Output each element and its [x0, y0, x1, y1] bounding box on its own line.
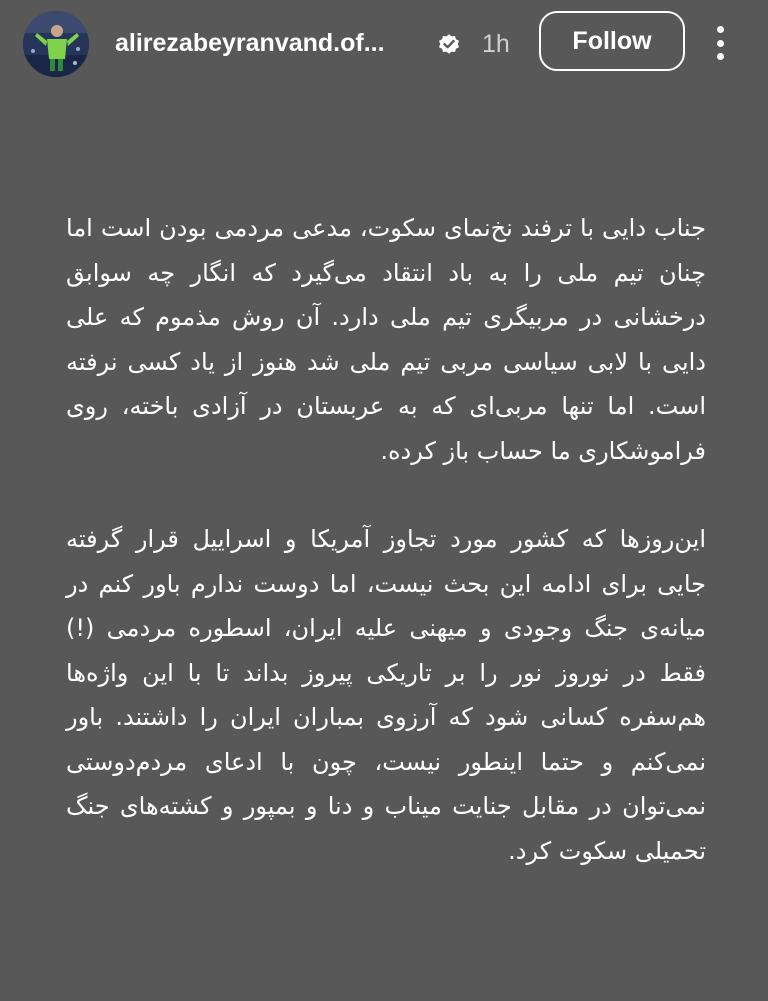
post-time: 1h — [482, 30, 510, 58]
avatar[interactable] — [23, 11, 89, 77]
more-dot — [717, 26, 724, 33]
follow-button[interactable]: Follow — [539, 11, 685, 71]
username[interactable]: alirezabeyranvand.of... — [115, 29, 385, 57]
more-dot — [717, 53, 724, 60]
story-paragraph-1: جناب دایی با ترفند نخ‌نمای سکوت، مدعی مردمی بودن است اما چنان تیم ملی را به باد انتقاد می‌گیرد که انگار چه سوابق درخشانی در مربیگری تیم ملی دارد. آن روش مذموم که علی دایی با لابی سیاسی مربی تیم ملی شد هنوز از یاد کسی نرفته است. اما تنها مربی‌ای که به عربستان در آزادی باخته، روی فراموشکاری ما حساب باز کرده. — [66, 214, 706, 465]
more-options-icon[interactable] — [706, 22, 734, 64]
story-text — [66, 206, 706, 873]
story-paragraph-2: این‌روزها که کشور مورد تجاوز آمریکا و اسراییل قرار گرفته جایی برای ادامه این بحث نیست، اما دوست ندارم باور کنم در میانه‌ی جنگ وجودی و میهنی علیه ایران، اسطوره مردمی (!) فقط در نوروز نور را بر تاریکی پیروز بداند تا با این واژه‌ها هم‌سفره کسانی شود که آرزوی بمباران ایران را داشتند. باور نمی‌کنم و حتما اینطور نیست، چون با ادعای مردم‌دوستی نمی‌توان در مقابل جنایت میناب و دنا و بمپور و کشته‌های جنگ تحمیلی سکوت کرد. — [66, 525, 706, 865]
story-header — [0, 0, 768, 88]
more-dot — [717, 40, 724, 47]
verified-badge-icon — [437, 32, 461, 56]
avatar-photo — [23, 11, 89, 77]
